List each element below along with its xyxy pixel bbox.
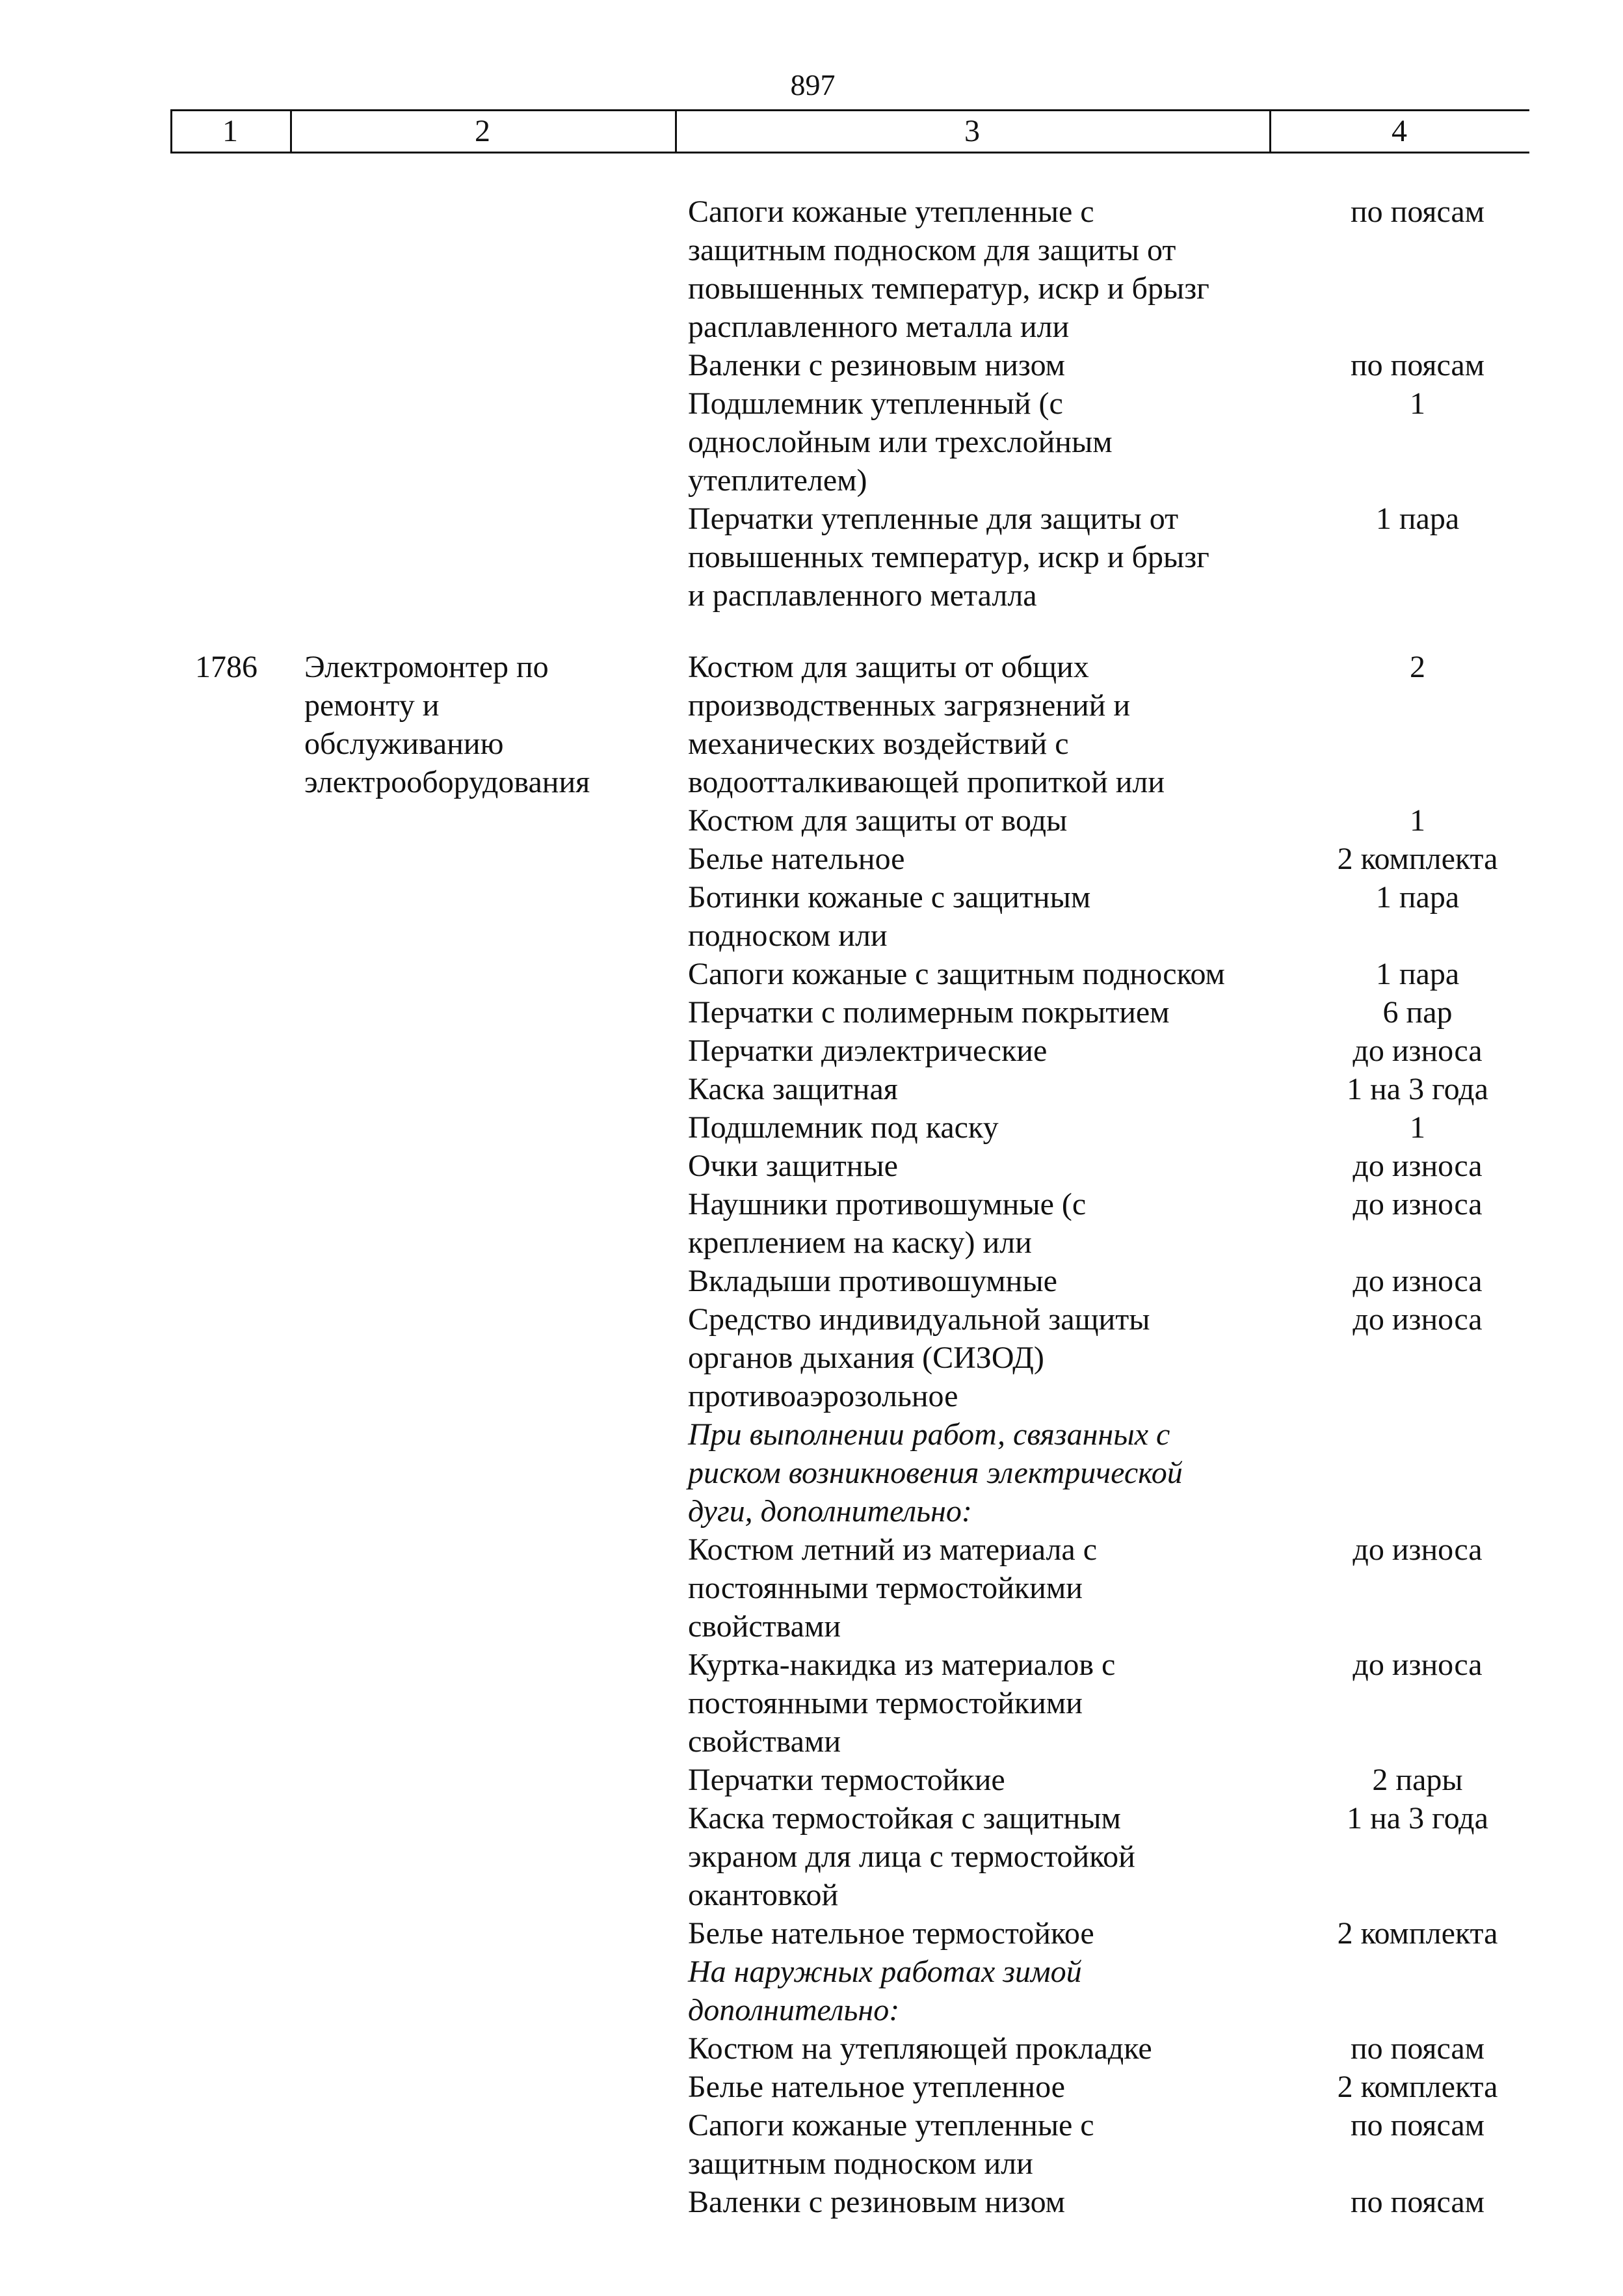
item-quantity: 1 на 3 года (1347, 1801, 1488, 1835)
item-quantity: по поясам (1350, 348, 1485, 382)
item-quantity: по поясам (1350, 2031, 1485, 2066)
item-quantity: 2 комплекта (1337, 1916, 1498, 1951)
item-quantity: 1 пара (1375, 957, 1460, 991)
header-col-1: 1 (222, 114, 238, 148)
item-name: Костюм для защиты от воды (688, 803, 1068, 838)
header-col-3: 3 (964, 114, 980, 148)
item-name: Костюм для защиты от общих производственных загрязнений и механических воздействий с водоотталкивающей пропиткой или (688, 650, 1165, 799)
header-col-2: 2 (475, 114, 490, 148)
item-quantity: 1 на 3 года (1347, 1072, 1488, 1106)
item-quantity: до износа (1352, 1264, 1483, 1298)
item-name: Средство индивидуальной защиты органов дыхания (СИЗОД) противоаэрозольное (688, 1302, 1150, 1413)
entry-number: 1786 (195, 650, 257, 684)
item-name: Костюм летний из материала с постоянными термостойкими свойствами (688, 1532, 1098, 1644)
item-quantity: 1 (1410, 803, 1425, 838)
item-name: Белье нательное утепленное (688, 2070, 1065, 2104)
item-name: Сапоги кожаные утепленные с защитным подноском для защиты от повышенных температур, искр и брызг расплавленного металла или (688, 194, 1209, 344)
item-name: Перчатки с полимерным покрытием (688, 995, 1170, 1030)
item-name: Каска защитная (688, 1072, 898, 1106)
item-name: Наушники противошумные (с креплением на каску) или (688, 1187, 1087, 1260)
section-note: На наружных работах зимой дополнительно: (688, 1955, 1082, 2027)
page-number: 897 (790, 68, 836, 101)
item-quantity: 6 пар (1382, 995, 1453, 1030)
item-quantity: 1 пара (1375, 501, 1460, 536)
item-quantity: до износа (1352, 1187, 1483, 1221)
item-name: Вкладыши противошумные (688, 1264, 1057, 1298)
item-quantity: по поясам (1350, 2185, 1485, 2219)
item-name: Куртка-накидка из материалов с постоянными термостойкими свойствами (688, 1648, 1116, 1759)
item-quantity: 1 пара (1375, 880, 1460, 914)
item-name: Ботинки кожаные с защитным подноском или (688, 880, 1091, 953)
table-header (170, 109, 1529, 154)
item-name: Валенки с резиновым низом (688, 2185, 1066, 2219)
item-quantity: до износа (1352, 1302, 1483, 1337)
item-name: Перчатки утепленные для защиты от повышенных температур, искр и брызг и расплавленного металла (688, 501, 1209, 613)
item-quantity: 2 (1410, 650, 1425, 684)
item-quantity: 1 (1410, 1110, 1425, 1145)
item-name: Белье нательное (688, 842, 905, 876)
item-name: Перчатки диэлектрические (688, 1034, 1048, 1068)
item-name: Сапоги кожаные с защитным подноском (688, 957, 1225, 991)
entry-profession: Электромонтер по ремонту и обслуживанию электрооборудования (304, 650, 590, 799)
item-name: Подшлемник под каску (688, 1110, 999, 1145)
item-name: Подшлемник утепленный (с однослойным или трехслойным утеплителем) (688, 386, 1113, 498)
item-quantity: по поясам (1350, 194, 1485, 229)
item-quantity: 1 (1410, 386, 1425, 421)
item-quantity: 2 пары (1372, 1763, 1463, 1797)
item-quantity: до износа (1352, 1034, 1483, 1068)
item-quantity: 2 комплекта (1337, 2070, 1498, 2104)
item-name: Сапоги кожаные утепленные с защитным подноском или (688, 2108, 1094, 2181)
item-name: Перчатки термостойкие (688, 1763, 1005, 1797)
item-name: Костюм на утепляющей прокладке (688, 2031, 1152, 2066)
item-quantity: по поясам (1350, 2108, 1485, 2142)
header-col-4: 4 (1392, 114, 1407, 148)
item-quantity: до износа (1352, 1532, 1483, 1567)
item-name: Валенки с резиновым низом (688, 348, 1066, 382)
item-quantity: до износа (1352, 1648, 1483, 1682)
section-note: При выполнении работ, связанных с риском возникновения электрической дуги, дополнительно: (688, 1417, 1183, 1528)
item-quantity: 2 комплекта (1337, 842, 1498, 876)
item-name: Белье нательное термостойкое (688, 1916, 1094, 1951)
item-quantity: до износа (1352, 1149, 1483, 1183)
item-name: Очки защитные (688, 1149, 898, 1183)
item-name: Каска термостойкая с защитным экраном для лица с термостойкой окантовкой (688, 1801, 1135, 1912)
